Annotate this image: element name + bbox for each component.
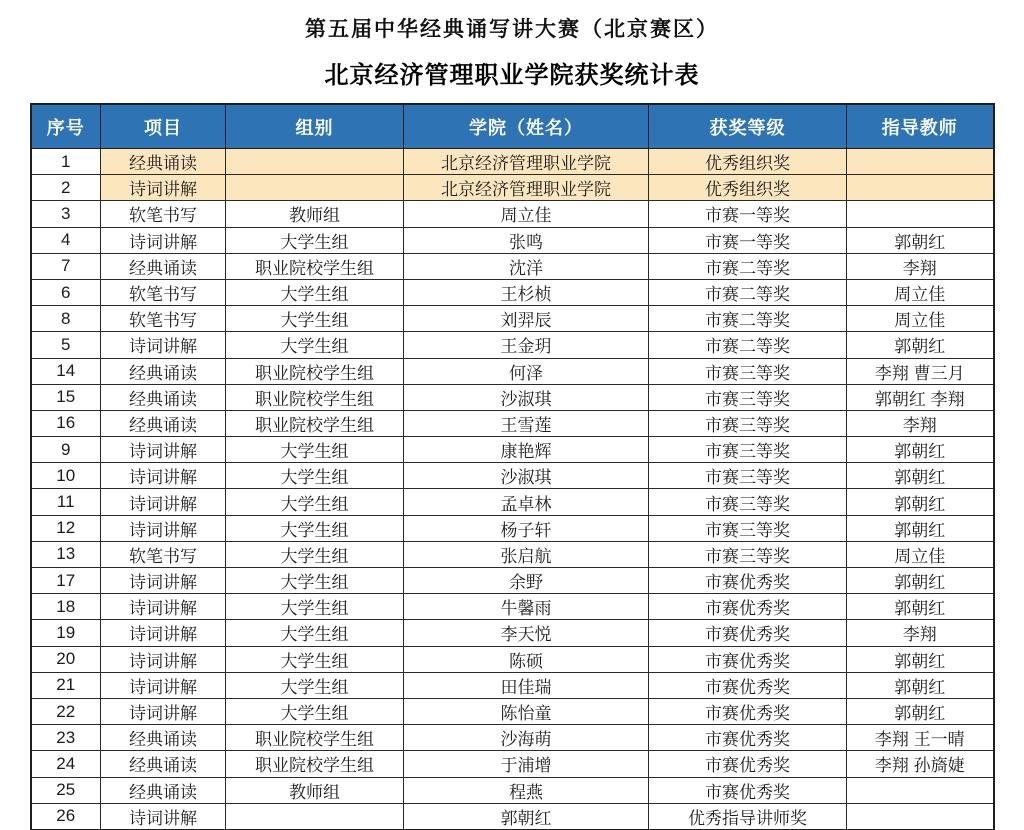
cell-award: 市赛二等奖 (649, 279, 847, 305)
cell-teacher: 周立佳 (847, 279, 994, 305)
cell-award: 市赛二等奖 (649, 332, 847, 358)
cell-teacher: 郭朝红 (847, 646, 994, 672)
cell-award: 市赛优秀奖 (649, 672, 847, 698)
cell-project: 诗词讲解 (101, 515, 226, 541)
cell-group: 大学生组 (226, 279, 404, 305)
cell-teacher: 郭朝红 (847, 515, 994, 541)
cell-group: 大学生组 (226, 306, 404, 332)
cell-teacher (847, 149, 994, 175)
cell-award: 市赛三等奖 (649, 541, 847, 567)
cell-teacher: 李翔 (847, 253, 994, 279)
cell-award: 优秀组织奖 (649, 149, 847, 175)
table-row (31, 489, 994, 515)
cell-no: 16 (31, 410, 101, 436)
cell-name: 张鸣 (404, 227, 649, 253)
cell-teacher: 郭朝红 (847, 489, 994, 515)
cell-teacher: 郭朝红 (847, 463, 994, 489)
header-row (31, 104, 994, 149)
table-row (31, 437, 994, 463)
cell-project: 诗词讲解 (101, 646, 226, 672)
column-header-group: 组别 (226, 104, 404, 149)
cell-teacher: 李翔 (847, 410, 994, 436)
table-row (31, 646, 994, 672)
cell-no: 5 (31, 332, 101, 358)
cell-award: 市赛优秀奖 (649, 725, 847, 751)
cell-project: 软笔书写 (101, 306, 226, 332)
cell-no: 7 (31, 253, 101, 279)
cell-project: 经典诵读 (101, 149, 226, 175)
cell-teacher: 郭朝红 (847, 594, 994, 620)
cell-no: 9 (31, 437, 101, 463)
table-row (31, 358, 994, 384)
cell-project: 诗词讲解 (101, 803, 226, 830)
cell-award: 市赛一等奖 (649, 227, 847, 253)
cell-name: 陈硕 (404, 646, 649, 672)
cell-group: 职业院校学生组 (226, 384, 404, 410)
cell-group: 职业院校学生组 (226, 358, 404, 384)
cell-no: 14 (31, 358, 101, 384)
cell-project: 经典诵读 (101, 384, 226, 410)
table-row (31, 201, 994, 227)
cell-award: 市赛优秀奖 (649, 594, 847, 620)
cell-project: 经典诵读 (101, 751, 226, 777)
cell-group: 职业院校学生组 (226, 253, 404, 279)
cell-project: 诗词讲解 (101, 489, 226, 515)
cell-award: 市赛三等奖 (649, 515, 847, 541)
cell-no: 3 (31, 201, 101, 227)
page-subtitle: 北京经济管理职业学院获奖统计表 (324, 62, 700, 89)
cell-project: 诗词讲解 (101, 175, 226, 201)
cell-project: 诗词讲解 (101, 332, 226, 358)
cell-teacher: 郭朝红 (847, 227, 994, 253)
table-row (31, 515, 994, 541)
cell-project: 诗词讲解 (101, 698, 226, 724)
cell-no: 2 (31, 175, 101, 201)
cell-teacher: 李翔 孙旖婕 (847, 751, 994, 777)
cell-group: 大学生组 (226, 568, 404, 594)
table-row (31, 410, 994, 436)
cell-name: 沙淑琪 (404, 384, 649, 410)
cell-award: 优秀组织奖 (649, 175, 847, 201)
cell-name: 于浦增 (404, 751, 649, 777)
cell-name: 王雪莲 (404, 410, 649, 436)
cell-teacher: 郭朝红 李翔 (847, 384, 994, 410)
table-row (31, 541, 994, 567)
cell-group: 大学生组 (226, 463, 404, 489)
table-row (31, 463, 994, 489)
cell-name: 张启航 (404, 541, 649, 567)
cell-no: 4 (31, 227, 101, 253)
table-row (31, 384, 994, 410)
cell-name: 刘羿辰 (404, 306, 649, 332)
cell-award: 市赛三等奖 (649, 358, 847, 384)
table-row (31, 620, 994, 646)
cell-no: 15 (31, 384, 101, 410)
cell-project: 诗词讲解 (101, 568, 226, 594)
cell-award: 市赛优秀奖 (649, 568, 847, 594)
table-row (31, 568, 994, 594)
cell-award: 市赛优秀奖 (649, 777, 847, 803)
cell-teacher (847, 201, 994, 227)
cell-name: 陈怡童 (404, 698, 649, 724)
table-row (31, 751, 994, 777)
cell-project: 诗词讲解 (101, 227, 226, 253)
table-row (31, 777, 994, 803)
cell-group: 大学生组 (226, 646, 404, 672)
cell-teacher: 郭朝红 (847, 437, 994, 463)
cell-group: 教师组 (226, 201, 404, 227)
cell-name: 北京经济管理职业学院 (404, 149, 649, 175)
cell-no: 1 (31, 149, 101, 175)
cell-teacher: 李翔 王一晴 (847, 725, 994, 751)
table-row (31, 253, 994, 279)
cell-teacher: 郭朝红 (847, 568, 994, 594)
cell-project: 经典诵读 (101, 410, 226, 436)
cell-group: 大学生组 (226, 541, 404, 567)
table-row (31, 306, 994, 332)
cell-project: 诗词讲解 (101, 594, 226, 620)
cell-name: 田佳瑞 (404, 672, 649, 698)
cell-no: 10 (31, 463, 101, 489)
table-row (31, 803, 994, 830)
cell-no: 18 (31, 594, 101, 620)
cell-no: 11 (31, 489, 101, 515)
cell-name: 沙淑琪 (404, 463, 649, 489)
cell-group: 大学生组 (226, 227, 404, 253)
column-header-name: 学院（姓名） (404, 104, 649, 149)
cell-project: 诗词讲解 (101, 463, 226, 489)
cell-teacher (847, 175, 994, 201)
cell-project: 经典诵读 (101, 253, 226, 279)
cell-group: 职业院校学生组 (226, 751, 404, 777)
cell-group: 大学生组 (226, 515, 404, 541)
cell-project: 诗词讲解 (101, 672, 226, 698)
cell-group: 大学生组 (226, 489, 404, 515)
cell-teacher: 郭朝红 (847, 672, 994, 698)
cell-group: 大学生组 (226, 437, 404, 463)
cell-award: 优秀指导讲师奖 (649, 803, 847, 830)
cell-name: 牛馨雨 (404, 594, 649, 620)
cell-group: 大学生组 (226, 594, 404, 620)
cell-teacher: 周立佳 (847, 306, 994, 332)
table-row (31, 332, 994, 358)
cell-name: 王杉桢 (404, 279, 649, 305)
cell-no: 8 (31, 306, 101, 332)
cell-group: 职业院校学生组 (226, 410, 404, 436)
cell-no: 26 (31, 803, 101, 830)
cell-no: 21 (31, 672, 101, 698)
cell-project: 软笔书写 (101, 279, 226, 305)
cell-project: 诗词讲解 (101, 437, 226, 463)
cell-name: 郭朝红 (404, 803, 649, 830)
cell-name: 沈洋 (404, 253, 649, 279)
cell-project: 经典诵读 (101, 777, 226, 803)
table-row (31, 594, 994, 620)
awards-table (30, 103, 995, 830)
cell-teacher (847, 777, 994, 803)
cell-no: 19 (31, 620, 101, 646)
cell-award: 市赛三等奖 (649, 410, 847, 436)
cell-group: 教师组 (226, 777, 404, 803)
cell-name: 孟卓林 (404, 489, 649, 515)
cell-no: 6 (31, 279, 101, 305)
cell-award: 市赛三等奖 (649, 437, 847, 463)
cell-no: 25 (31, 777, 101, 803)
cell-no: 12 (31, 515, 101, 541)
cell-group (226, 175, 404, 201)
cell-project: 软笔书写 (101, 201, 226, 227)
cell-award: 市赛二等奖 (649, 306, 847, 332)
table-row (31, 175, 994, 201)
cell-name: 康艳辉 (404, 437, 649, 463)
awards-table-body (31, 149, 994, 830)
cell-name: 周立佳 (404, 201, 649, 227)
cell-group: 大学生组 (226, 698, 404, 724)
cell-teacher: 周立佳 (847, 541, 994, 567)
column-header-project: 项目 (101, 104, 226, 149)
cell-no: 24 (31, 751, 101, 777)
cell-group: 大学生组 (226, 620, 404, 646)
table-row (31, 227, 994, 253)
cell-teacher: 李翔 (847, 620, 994, 646)
cell-no: 23 (31, 725, 101, 751)
page-title: 第五届中华经典诵写讲大赛（北京赛区） (305, 16, 719, 41)
column-header-no: 序号 (31, 104, 101, 149)
cell-project: 经典诵读 (101, 358, 226, 384)
cell-name: 程燕 (404, 777, 649, 803)
cell-name: 沙海萌 (404, 725, 649, 751)
cell-project: 诗词讲解 (101, 620, 226, 646)
cell-group (226, 149, 404, 175)
cell-project: 经典诵读 (101, 725, 226, 751)
table-row (31, 725, 994, 751)
cell-award: 市赛优秀奖 (649, 698, 847, 724)
cell-group: 大学生组 (226, 332, 404, 358)
cell-award: 市赛优秀奖 (649, 646, 847, 672)
table-row (31, 279, 994, 305)
cell-no: 13 (31, 541, 101, 567)
cell-teacher: 郭朝红 (847, 332, 994, 358)
awards-table-header (31, 104, 994, 149)
cell-award: 市赛三等奖 (649, 463, 847, 489)
cell-award: 市赛二等奖 (649, 253, 847, 279)
cell-group: 职业院校学生组 (226, 725, 404, 751)
column-header-teacher: 指导教师 (847, 104, 994, 149)
cell-award: 市赛一等奖 (649, 201, 847, 227)
cell-name: 余野 (404, 568, 649, 594)
cell-name: 李天悦 (404, 620, 649, 646)
cell-award: 市赛优秀奖 (649, 620, 847, 646)
cell-name: 北京经济管理职业学院 (404, 175, 649, 201)
table-row (31, 698, 994, 724)
cell-project: 软笔书写 (101, 541, 226, 567)
table-row (31, 672, 994, 698)
cell-award: 市赛三等奖 (649, 384, 847, 410)
cell-name: 何泽 (404, 358, 649, 384)
cell-name: 王金玥 (404, 332, 649, 358)
cell-award: 市赛三等奖 (649, 489, 847, 515)
cell-award: 市赛优秀奖 (649, 751, 847, 777)
cell-no: 22 (31, 698, 101, 724)
cell-no: 17 (31, 568, 101, 594)
cell-no: 20 (31, 646, 101, 672)
cell-name: 杨子轩 (404, 515, 649, 541)
column-header-award: 获奖等级 (649, 104, 847, 149)
cell-group (226, 803, 404, 830)
table-row (31, 149, 994, 175)
cell-teacher: 李翔 曹三月 (847, 358, 994, 384)
cell-group: 大学生组 (226, 672, 404, 698)
cell-teacher: 郭朝红 (847, 698, 994, 724)
cell-teacher (847, 803, 994, 830)
